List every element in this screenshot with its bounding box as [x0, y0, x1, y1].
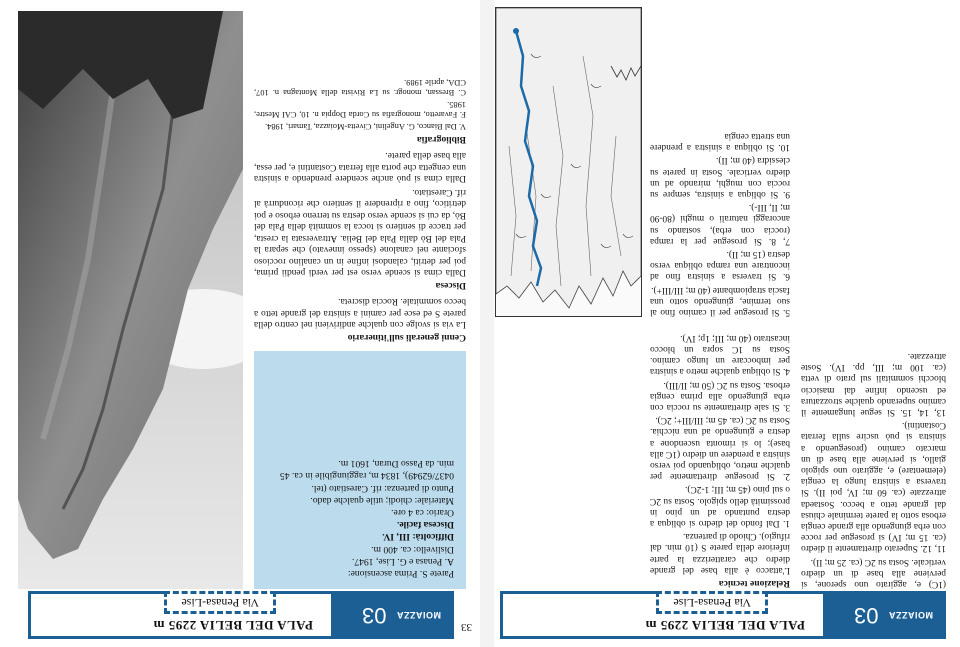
route-text-block: [254, 76, 466, 348]
bibliography-entry: C. Bressan, monogr. su La Rivista della Montagna n. 107, CDA, aprile 1989.: [254, 78, 466, 98]
route-start-marker: [513, 28, 519, 34]
discesa-text-2: Dalla cima si può anche scendere prendendo a sinistra una cengetta che porta alla ferrata Costantini e, per essa, alla base della parete.: [254, 150, 466, 184]
route-title: PALA DEL BELIA 2295 m: [153, 618, 313, 633]
pitch-paragraph: 3. Si sale direttamente su roccia con erba giungendo alla prima cengia erbosa. Sosta su 2C (50 m; II/III).: [650, 379, 790, 412]
pitch-paragraph: 6. Si traversa a sinistra fino ad incontrare una rampa obliqua verso destra (15 m; II).: [650, 248, 790, 282]
zone-badge: [331, 594, 451, 636]
pitch-paragraph: 4. Si obliqua qualche metro a sinistra per imboccare un lungo camino. Sosta su 1C sopra un blocco incastrato (40 m; III; 1p; IV).: [650, 332, 790, 377]
continuation-paragraph: 13, 14, 15. Si segue lungamente il camino superando qualche strozzatura ed uscendo infine dal masiccio blocchi sommitali sul prato di vetta (ca. 100 m; III, pp. IV). Soste attrezzate.: [801, 350, 946, 417]
difficulty-line: Difficoltà: III, IV.: [382, 531, 454, 543]
continuation-paragraph: 11, 12. Superato direttamente il diedro (ca. 15 m; IV) si prosegue per rocce con erba giungendo alla grande cengia erbosa sotto la parete terminale chiusa dal grande tetto a becco. Sostaeda attrezzate (ca. 60 m; IV, poi II). Si traversa a sinistra lungo la cengia (elementare) e, aggirato uno spigolo giallo, si perviene alla base di un marcato camino (proseguendo a sinistra si può uscire sulla ferrata Costantini).: [801, 420, 946, 554]
page-gutter: [480, 0, 494, 647]
relazione-column: [650, 330, 790, 589]
route-info-box: [254, 351, 466, 589]
route-title: PALA DEL BELIA 2295 m: [645, 618, 805, 633]
gear-line: Materiale: chiodi; utile qualche dado.: [310, 494, 454, 506]
pitch-paragraph: 5. Si prosegue per il camino fino al suo termine, giungendo sotto una fascia strapiombante (40 m; III/III+).: [650, 284, 790, 317]
bibliografia-heading: Bibliografia: [416, 134, 466, 145]
cenni-heading: Cenni generali sull'itinerario: [347, 332, 466, 343]
pitch-paragraph: 2. Si prosegue direttamente per qualche metro, obliquando poi verso sinistra a prendere un diedro (1C alla base); lo si rimonta uscendone a destra e giungendo ad una nicchia. Sosta su 2C (ca. 45 m; III/III+; 2C).: [650, 415, 790, 482]
cenni-text: La via si svolge con qualche andirivieni nel centro della parete S ed esce per camini a sinistra del grande tetto a becco sommitale. Roccia discreta.: [254, 296, 466, 330]
relazione-heading: Relazione tecnica: [718, 578, 790, 589]
first-ascent-names: A. Penasa e G. Lise, 1947.: [351, 555, 454, 567]
discesa-text: Dalla cima si scende verso est per verdi pendii prima, poi per detriti, calandosi infine in un canalino roccioso sfociante nel canalone (spesso innevato) che separa la Pala del Bò dalla Pala del Belia. Attraversata la cresta, per tracce di sentiero si tocca la sommità della Pala del Bò, da cui si scende verso destra su terreno erboso e poi detritico, fino a riprendere il sentiero che ricondurrà al rif. Carestiato.: [254, 187, 466, 278]
relazione-column-lower: [650, 128, 790, 317]
route-number: 03: [854, 603, 879, 628]
pitch-paragraph: 9. Si obliqua a sinistra, sempre su roccia con mughi, mirando ad un diedro verticale. Sosta in parete su clessidra (40 m; II).: [650, 155, 790, 199]
left-page-header: [500, 591, 946, 639]
pitch-paragraph: 7, 8. Si prosegue per la rampa (roccia con erba), sostando su ancoraggi naturali o mughi (80-90 m; II, III-).: [650, 202, 790, 246]
route-name-label: Via Penasa-Lise: [164, 591, 276, 614]
mountain-photo-image: [18, 11, 243, 589]
page-number: 33: [461, 621, 472, 633]
route-number: 03: [362, 603, 387, 628]
discesa-heading: Discesa: [435, 280, 466, 291]
bibliography-entry: F. Favaretto, monografia su Corda Doppia n. 10, CAI Mestre, 1985.: [254, 100, 466, 120]
mountain-photo: [18, 11, 243, 589]
topo-sketch: [496, 8, 641, 316]
bibliography-entry: V. Dal Bianco, G. Angelini, Civetta-Moiazza, Tamari, 1984.: [265, 122, 466, 132]
height-line: Dislivello: ca. 400 m.: [371, 543, 454, 555]
descent-line: Discesa facile.: [396, 519, 454, 531]
zone-label: MOIAZZA: [888, 610, 933, 620]
pitch-paragraph: 10. Si obliqua a sinistra a prendere una stretta cengia: [650, 130, 790, 153]
left-page: [494, 0, 960, 647]
zone-badge: [823, 594, 943, 636]
continuation-column: [801, 348, 946, 589]
route-topo-drawing: [495, 7, 642, 317]
route-name-label: Via Penasa-Lise: [656, 591, 768, 614]
pitch-paragraph: 1. Dal fondo del diedro si obliqua a destra puntando ad un pino in prossimità dello spigolo. Sosta su 2C o sul pino (45 m; III; 1-2C).: [650, 484, 790, 528]
time-line: Orario: ca 4 ore.: [391, 506, 454, 518]
start-point-line: Punto di partenza: rif. Carestiato (tel. 0437/62949), 1834 m, raggiungibile in ca. 45 min. da Passo Duran, 1601 m.: [280, 458, 454, 494]
first-ascent-line: Parete S. Prima ascensione:: [347, 568, 454, 579]
continuation-paragraph: (1C) e, aggirato uno sperone, si perviene alla base di un diedro verticale. Sosta su 2C (ca. 25 m; II).: [801, 556, 946, 589]
pitch-paragraph: L'attacco è alla base del grande diedro che caratterizza la parte inferiore della parete S (10 min. dal rifugio). Chiodo di partenza.: [650, 531, 790, 575]
right-page-header: [28, 591, 454, 639]
zone-label: MOIAZZA: [396, 610, 441, 620]
